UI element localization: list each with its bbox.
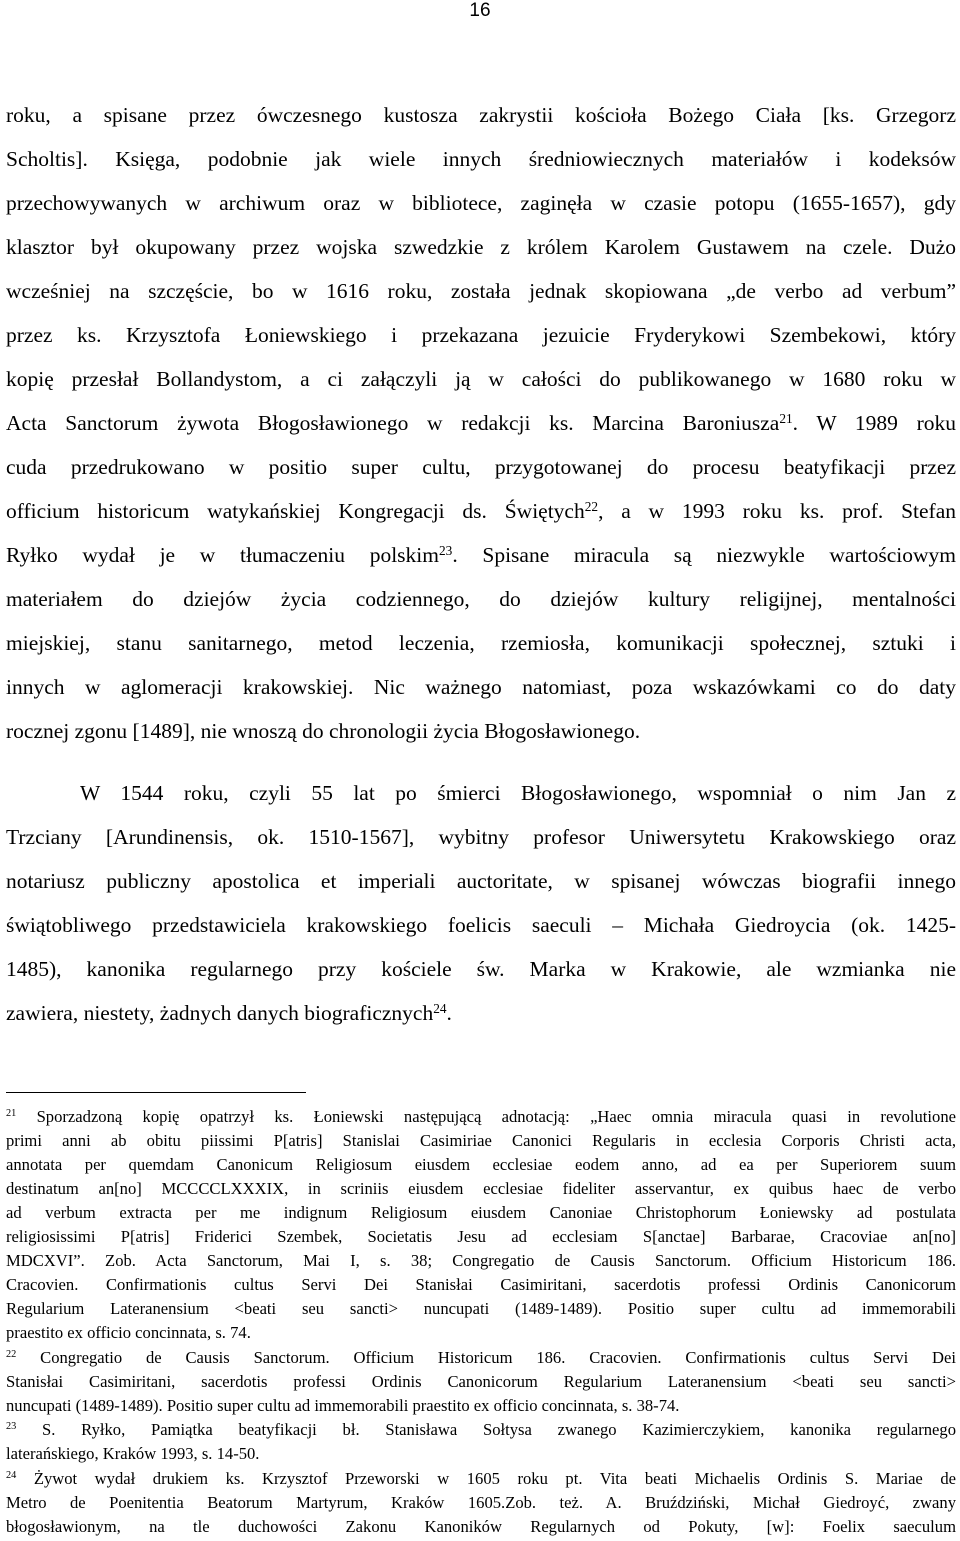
footnote-line: Stanisłai Casimiritani, sacerdotis professi Ordinis Canonicorum Regularium Lateranensium <beati seu sancti> (6, 1372, 956, 1391)
footnote-line: ad verbum extracta per me indignum Religiosum eiusdem Canoniae Christophorum Łoniewsky ad postulata (6, 1203, 956, 1222)
text-line (6, 409, 956, 437)
footnote-number: 22 (6, 1349, 17, 1361)
page-number: 16 (469, 0, 491, 21)
footnote-line: Metro de Poenitentia Beatorum Martyrum, Kraków 1605.Zob. też. A. Bruździński, Michał Giedroyć, zwany (6, 1493, 956, 1512)
text-line: Trzciany [Arundinensis, ok. 1510-1567], wybitny profesor Uniwersytetu Krakowskiego oraz (6, 825, 956, 849)
text-line: materiałem do dziejów życia codziennego, do dziejów kultury religijnej, mentalności (6, 587, 956, 611)
footnote-text: S. Ryłko, Pamiątka beatyfikacji bł. Stanisława Sołtysa zwanego Kazimierczykiem, kanonika regularnego (16, 1420, 956, 1439)
footnote-text: Żywot wydał drukiem ks. Krzysztof Przeworski w 1605 roku pt. Vita beati Michaelis Ordinis S. Mariae de (16, 1469, 956, 1488)
footnote-line: religiosissimi P[atris] Friderici Szembek, Societatis Jesu ad ecclesiam S[anctae] Barbarae, Cracoviae an[no] (6, 1227, 956, 1246)
text-line: Scholtis]. Księga, podobnie jak wiele innych średniowiecznych materiałów i kodeksów (6, 147, 956, 171)
footnote-ref-24[interactable]: 24 (433, 1000, 447, 1016)
footnote-line: praestito ex officio concinnata, s. 74. (6, 1323, 251, 1342)
text-segment: . W 1989 roku (792, 411, 956, 435)
footnote-line (6, 1418, 956, 1441)
text-segment: Ryłko wydał je w tłumaczeniu polskim (6, 543, 439, 567)
footnote-separator (6, 1092, 306, 1093)
text-line: miejskiej, stanu sanitarnego, metod leczenia, rzemiosła, komunikacji społecznej, sztuki i (6, 631, 956, 655)
footnote-number: 23 (6, 1421, 17, 1433)
footnote-text: Sporzadzoną kopię opatrzył ks. Łoniewski następującą adnotacją: „Haec omnia miracula quasi in revolutione (16, 1107, 956, 1126)
footnote-line (6, 1346, 956, 1369)
text-line (6, 497, 956, 525)
footnote-line: Cracovien. Confirmationis cultus Servi Dei Stanisłai Casimiritani, sacerdotis professi Ordinis Canonicorum (6, 1275, 956, 1294)
text-line: przechowywanych w archiwum oraz w bibliotece, zaginęła w czasie potopu (1655-1657), gdy (6, 191, 956, 215)
text-line: cuda przedrukowano w positio super cultu, przygotowanej do procesu beatyfikacji przez (6, 455, 956, 479)
footnote-line: MDCXVI”. Zob. Acta Sanctorum, Mai I, s. 38; Congregatio de Causis Sanctorum. Officium Historicum 186. (6, 1251, 956, 1270)
footnote-line (6, 1105, 956, 1128)
text-line: klasztor był okupowany przez wojska szwedzkie z królem Karolem Gustawem na czele. Dużo (6, 235, 956, 259)
text-line: 1485), kanonika regularnego przy kościele św. Marka w Krakowie, ale wzmianka nie (6, 957, 956, 981)
footnote-line: Regularium Lateranensium <beati seu sancti> nuncupati (1489-1489). Positio super cultu ad immemorabili (6, 1299, 956, 1318)
footnote-number: 24 (6, 1470, 17, 1482)
text-line: rocznej zgonu [1489], nie wnoszą do chronologii życia Błogosławionego. (6, 719, 641, 743)
footnote-line: błogosławionym, na tle duchowości Zakonu Kanoników Regularnych od Pokuty, [w]: Foelix saeculum (6, 1517, 956, 1536)
text-line (6, 999, 956, 1027)
footnote-text: Congregatio de Causis Sanctorum. Officium Historicum 186. Cracovien. Confirmationis cultus Servi Dei (16, 1348, 956, 1367)
text-segment: , a w 1993 roku ks. prof. Stefan (598, 499, 956, 523)
footnote-line: destinatum an[no] MCCCCLXXXIX, in scriniis eiusdem ecclesiae fideliter asservantur, ex quibus haec de verbo (6, 1179, 956, 1198)
footnote-line: annotata per quemdam Canonicum Religiosum eiusdem ecclesiae eodem anno, ad ea per Superiorem suum (6, 1155, 956, 1174)
text-segment: officium historicum watykańskiej Kongregacji ds. Świętych (6, 499, 585, 523)
text-line (6, 541, 956, 569)
text-line: roku, a spisane przez ówczesnego kustosza zakrystii kościoła Bożego Ciała [ks. Grzegorz (6, 103, 956, 127)
text-segment: . (446, 1001, 452, 1025)
text-segment: . Spisane miracula są niezwykle wartościowym (452, 543, 956, 567)
footnote-line (6, 1467, 956, 1490)
text-segment: Acta Sanctorum żywota Błogosławionego w redakcji ks. Marcina Baroniusza (6, 411, 780, 435)
text-line: przez ks. Krzysztofa Łoniewskiego i przekazana jezuicie Fryderykowi Szembekowi, który (6, 323, 956, 347)
footnote-line: primi anni ab obitu piissimi P[atris] Stanislai Casimiriae Canonici Regularis in ecclesia Corporis Christi acta, (6, 1131, 956, 1150)
footnote-line: nuncupati (1489-1489). Positio super cultu ad immemorabili praestito ex officio concinnata, s. 38-74. (6, 1396, 680, 1415)
footnote-ref-22[interactable]: 22 (584, 498, 599, 514)
text-line: świątobliwego przedstawiciela krakowskiego foelicis saeculi – Michała Giedroycia (ok. 1425- (6, 913, 956, 937)
text-line: innych w aglomeracji krakowskiej. Nic ważnego natomiast, poza wskazówkami co do daty (6, 675, 956, 699)
footnote-number: 21 (6, 1108, 17, 1120)
text-line: W 1544 roku, czyli 55 lat po śmierci Błogosławionego, wspomniał o nim Jan z (80, 781, 956, 805)
text-segment: zawiera, niestety, żadnych danych biograficznych (6, 1001, 434, 1025)
footnote-ref-23[interactable]: 23 (439, 542, 453, 558)
text-line: wcześniej na szczęście, bo w 1616 roku, została jednak skopiowana „de verbo ad verbum” (6, 279, 956, 303)
footnote-ref-21[interactable]: 21 (779, 410, 793, 426)
footnote-line: laterańskiego, Kraków 1993, s. 14-50. (6, 1444, 260, 1463)
text-line: kopię przesłał Bollandystom, a ci załączyli ją w całości do publikowanego w 1680 roku w (6, 367, 956, 391)
text-line: notariusz publiczny apostolica et imperiali auctoritate, w spisanej wówczas biografii innego (6, 869, 956, 893)
